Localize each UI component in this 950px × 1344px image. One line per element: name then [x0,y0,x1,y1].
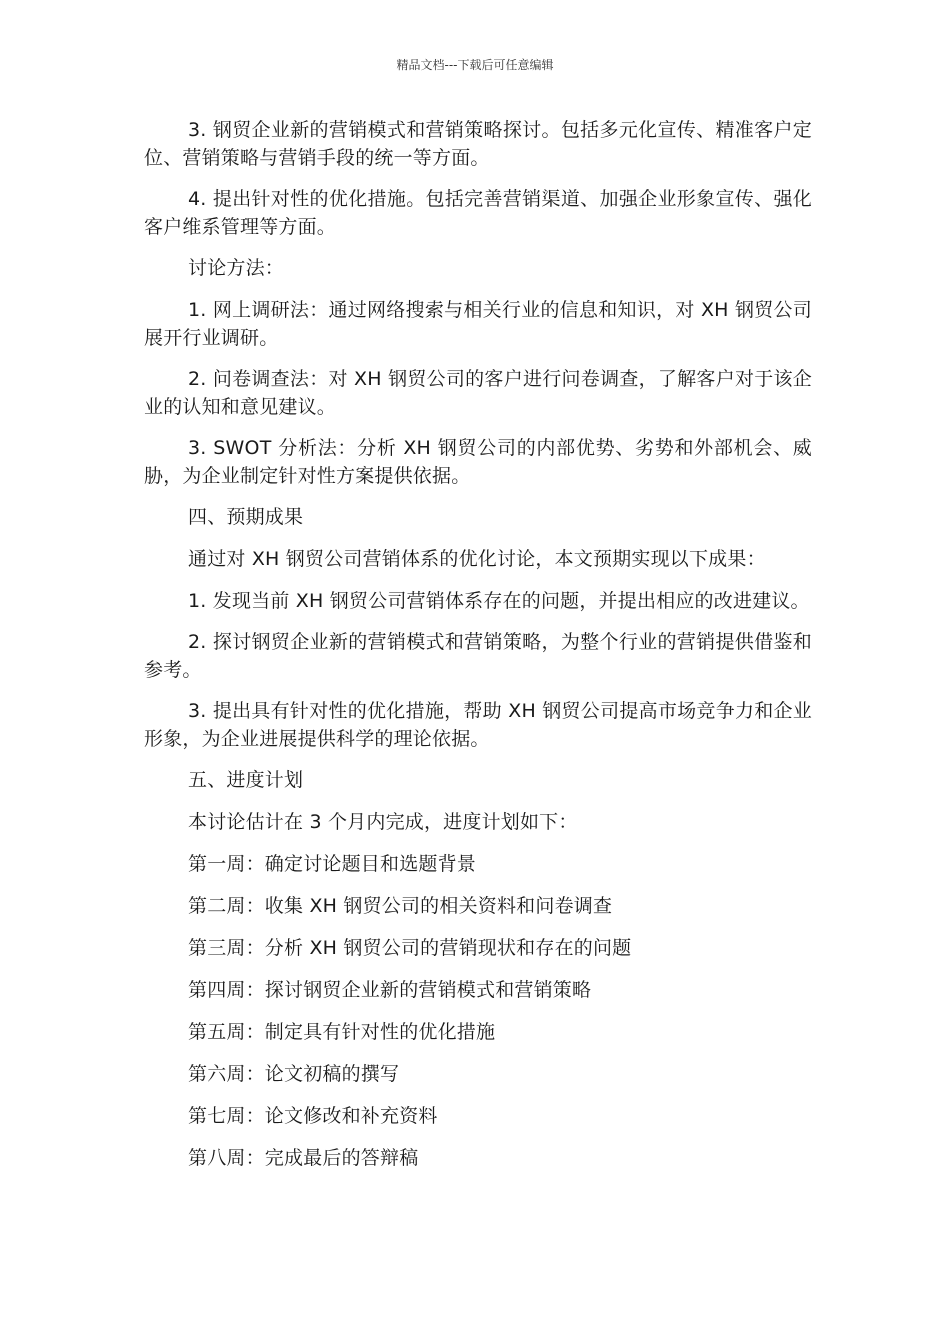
schedule-item-week-5: 第五周：制定具有针对性的优化措施 [188,1021,496,1043]
paragraph-marketing-model: 3. 钢贸企业新的营销模式和营销策略探讨。包括多元化宣传、精准客户定位、营销策略与营销手段的统一等方面。 [144,119,812,169]
paragraph-method-online-research: 1. 网上调研法：通过网络搜索与相关行业的信息和知识，对 XH 钢贸公司展开行业调研。 [144,299,812,349]
paragraph-schedule-intro: 本讨论估计在 3 个月内完成，进度计划如下： [188,811,578,833]
schedule-item-week-7: 第七周：论文修改和补充资料 [188,1105,438,1127]
schedule-item-week-4: 第四周：探讨钢贸企业新的营销模式和营销策略 [188,979,592,1001]
paragraph-method-swot: 3. SWOT 分析法：分析 XH 钢贸公司的内部优势、劣势和外部机会、威胁，为企业制定针对性方案提供依据。 [144,437,812,487]
schedule-item-week-3: 第三周：分析 XH 钢贸公司的营销现状和存在的问题 [188,937,632,959]
section-heading-methods: 讨论方法： [188,257,285,279]
schedule-item-week-8: 第八周：完成最后的答辩稿 [188,1147,419,1169]
document-body [144,116,812,1186]
schedule-item-week-2: 第二周：收集 XH 钢贸公司的相关资料和问卷调查 [188,895,613,917]
section-heading-schedule: 五、进度计划 [188,769,304,791]
page-header: 精品文档---下载后可任意编辑 [396,58,554,72]
paragraph-result-1: 1. 发现当前 XH 钢贸公司营销体系存在的问题，并提出相应的改进建议。 [188,590,810,612]
section-heading-expected-results: 四、预期成果 [188,506,304,528]
paragraph-optimization-measures: 4. 提出针对性的优化措施。包括完善营销渠道、加强企业形象宣传、强化客户维系管理等方面。 [144,188,812,238]
paragraph-results-intro: 通过对 XH 钢贸公司营销体系的优化讨论，本文预期实现以下成果： [188,548,766,570]
schedule-item-week-6: 第六周：论文初稿的撰写 [188,1063,400,1085]
paragraph-result-3: 3. 提出具有针对性的优化措施，帮助 XH 钢贸公司提高市场竞争力和企业形象，为企业进展提供科学的理论依据。 [144,700,812,750]
paragraph-method-questionnaire: 2. 问卷调查法：对 XH 钢贸公司的客户进行问卷调查，了解客户对于该企业的认知和意见建议。 [144,368,812,418]
paragraph-result-2: 2. 探讨钢贸企业新的营销模式和营销策略，为整个行业的营销提供借鉴和参考。 [144,631,812,681]
schedule-item-week-1: 第一周：确定讨论题目和选题背景 [188,853,477,875]
